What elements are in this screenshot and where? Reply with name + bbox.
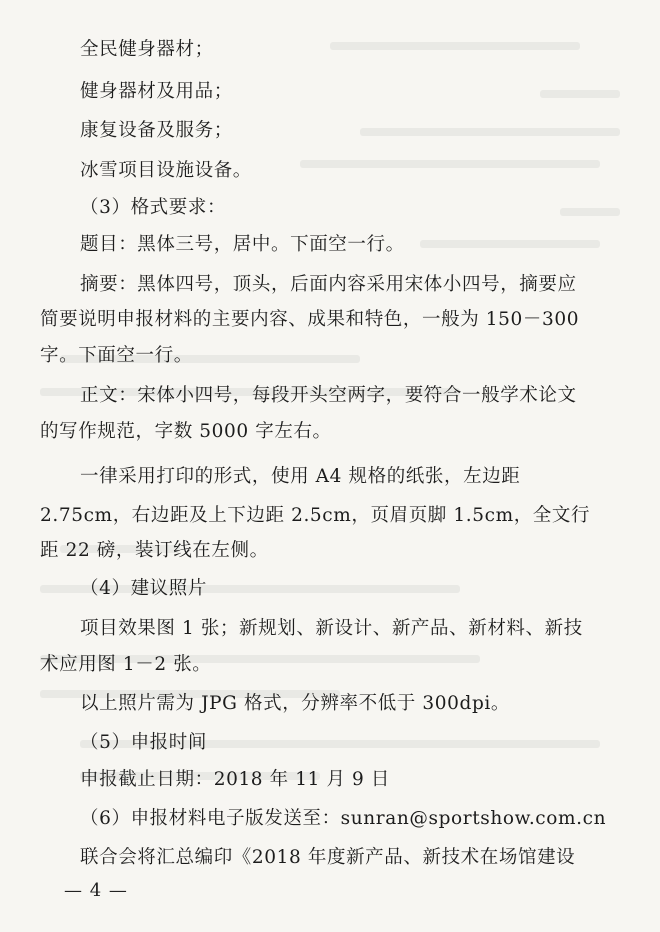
body-line: 以上照片需为 JPG 格式，分辨率不低于 300dpi。 [80,693,510,714]
body-line: 距 22 磅，装订线在左侧。 [40,540,269,561]
body-line: 摘要：黑体四号，顶头，后面内容采用宋体小四号，摘要应 [80,274,577,295]
email-line: （6）申报材料电子版发送至：sunran@sportshow.com.cn [80,808,607,829]
page-number: — 4 — [64,880,128,901]
body-line: 健身器材及用品； [80,81,233,102]
body-line: 2.75cm，右边距及上下边距 2.5cm，页眉页脚 1.5cm，全文行 [40,505,591,526]
section-heading: （4）建议照片 [80,578,207,599]
body-line: 题目：黑体三号，居中。下面空一行。 [80,234,405,255]
body-line: 正文：宋体小四号，每段开头空两字，要符合一般学术论文 [80,385,577,406]
section-heading: （5）申报时间 [80,732,207,753]
body-line: 一律采用打印的形式，使用 A4 规格的纸张，左边距 [80,466,521,487]
body-line: 术应用图 1－2 张。 [40,654,212,675]
body-line: 联合会将汇总编印《2018 年度新产品、新技术在场馆建设 [80,847,576,868]
body-line: 的写作规范，字数 5000 字左右。 [40,421,332,442]
body-line: 字。下面空一行。 [40,345,193,366]
body-line: 简要说明申报材料的主要内容、成果和特色，一般为 150－300 [40,309,580,330]
body-line: 项目效果图 1 张；新规划、新设计、新产品、新材料、新技 [80,618,583,639]
section-heading: （3）格式要求： [80,197,227,218]
body-line: 全民健身器材； [80,39,214,60]
body-line: 康复设备及服务； [80,120,233,141]
body-line: 冰雪项目设施设备。 [80,160,252,181]
body-line: 申报截止日期：2018 年 11 月 9 日 [80,769,390,790]
